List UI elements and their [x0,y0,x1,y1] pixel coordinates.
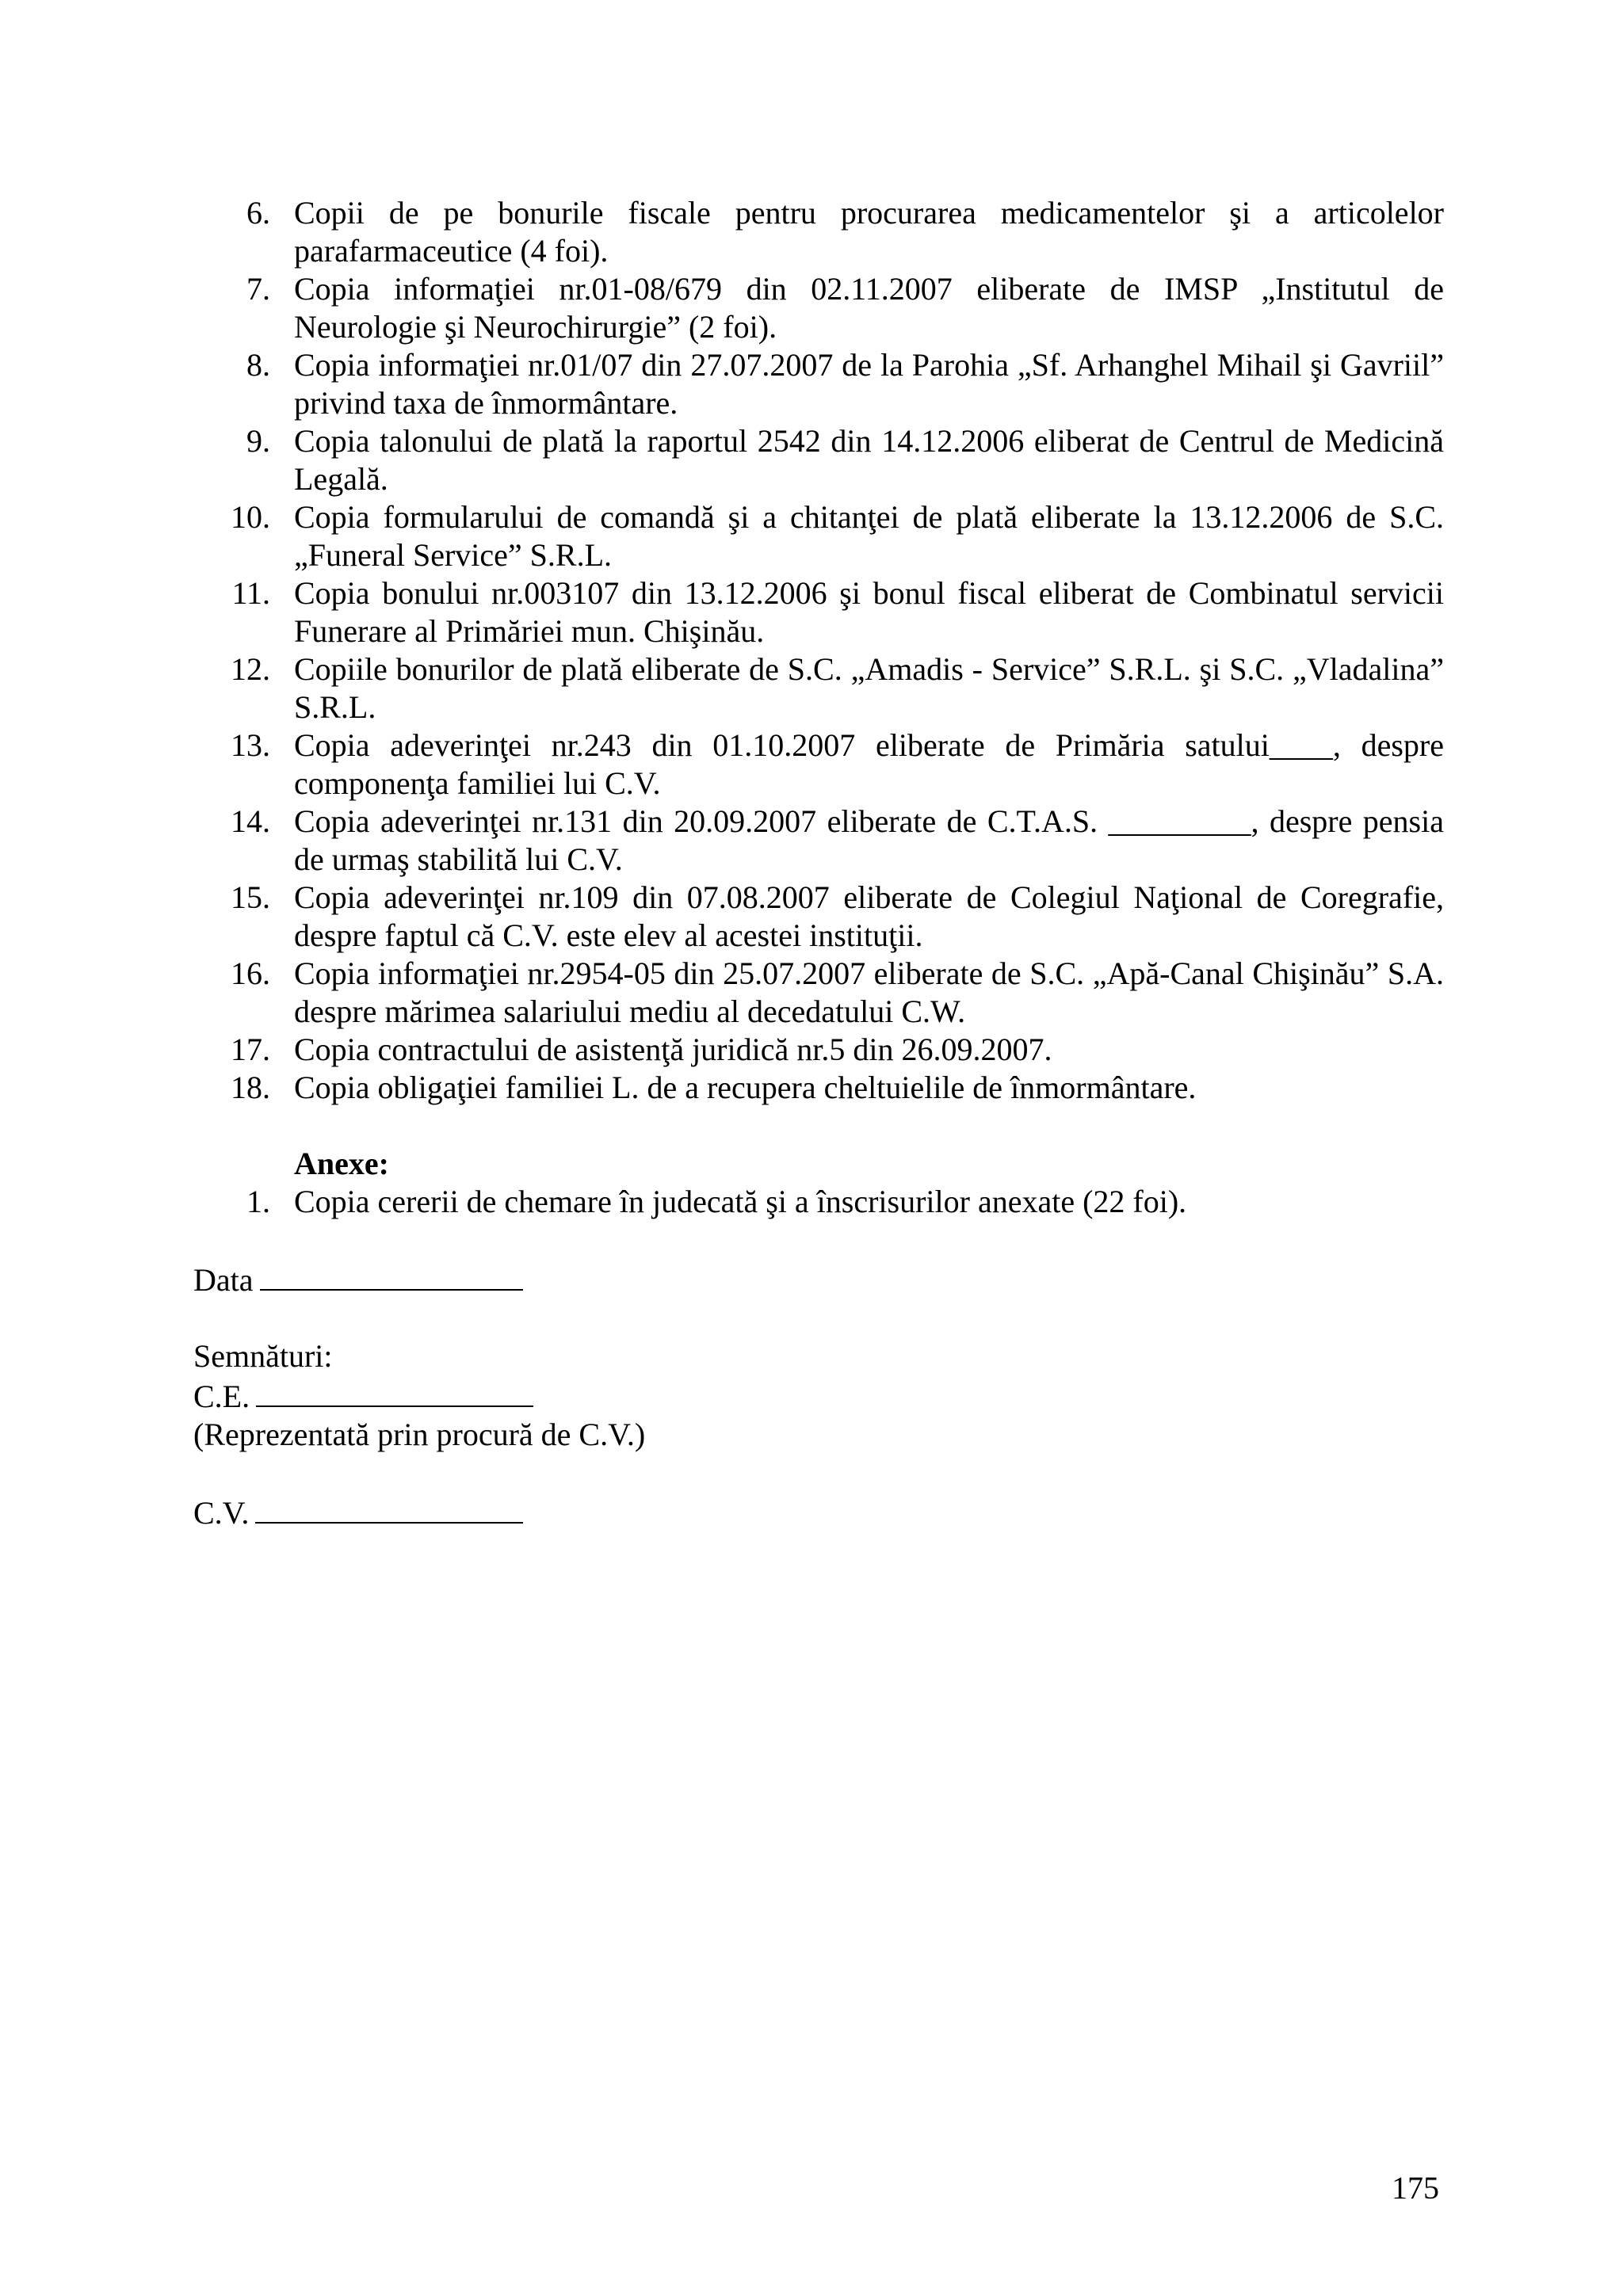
list-item-number: 9. [246,423,270,459]
list-item-number: 14. [231,803,270,839]
list-item [193,422,1444,498]
document-list [193,194,1444,1107]
signature-label-cv: C.V. [193,1495,250,1531]
list-item-text: Copia formularului de comandă şi a chitanţei de plată eliberate la 13.12.2006 de S.C. „Funeral Service” S.R.L. [294,499,1444,573]
annex-section [193,1145,1444,1221]
list-item-number: 13. [231,727,270,763]
signature-line-ce [193,1375,1444,1416]
list-item-number: 1. [246,1184,270,1219]
list-item-text: Copia informaţiei nr.01/07 din 27.07.2007 de la Parohia „Sf. Arhanghel Mihail şi Gavriil” privind taxa de înmormântare. [294,347,1444,421]
list-item-text: Copia adeverinţei nr.131 din 20.09.2007 eliberate de C.T.A.S. _________, despre pensia de urmaş stabilită lui C.V. [294,803,1444,877]
list-item [193,650,1444,727]
list-item-number: 8. [246,347,270,383]
list-item [193,727,1444,803]
list-item-text: Copiile bonurilor de plată eliberate de S.C. „Amadis - Service” S.R.L. şi S.C. „Vladalina” S.R.L. [294,651,1444,725]
list-item [193,574,1444,650]
list-item-number: 17. [231,1032,270,1067]
list-item-text: Copii de pe bonurile fiscale pentru procurarea medicamentelor şi a articolelor parafarmaceutice (4 foi). [294,195,1444,269]
signature-label-ce: C.E. [193,1379,250,1414]
list-item [193,1031,1444,1069]
list-item [193,879,1444,955]
list-item-number: 10. [231,499,270,535]
list-item-text: Copia adeverinţei nr.109 din 07.08.2007 eliberate de Colegiul Naţional de Coregrafie, despre faptul că C.V. este elev al acestei instituţii. [294,879,1444,953]
annex-heading: Anexe: [294,1146,389,1181]
list-item-text: Copia adeverinţei nr.243 din 01.10.2007 eliberate de Primăria satului____, despre componenţa familiei lui C.V. [294,727,1444,801]
date-label: Data [193,1262,254,1298]
list-item-text: Copia cererii de chemare în judecată şi a înscrisurilor anexate (22 foi). [294,1184,1187,1219]
list-item-number: 12. [231,651,270,687]
list-item [193,194,1444,270]
signature-blank-ce [256,1375,533,1407]
date-line [193,1259,1444,1299]
list-item-text: Copia contractului de asistenţă juridică nr.5 din 26.09.2007. [294,1032,1052,1067]
list-item-text: Copia informaţiei nr.01-08/679 din 02.11.2007 eliberate de IMSP „Institutul de Neurologie şi Neurochirurgie” (2 foi). [294,271,1444,345]
list-item-number: 7. [246,271,270,307]
list-item-text: Copia obligaţiei familiei L. de a recupera cheltuielile de înmormântare. [294,1070,1197,1105]
list-item [193,1069,1444,1107]
list-item-number: 18. [231,1070,270,1105]
list-item-number: 16. [231,955,270,991]
signatures-section [193,1337,1444,1532]
date-blank-line [260,1259,523,1291]
page-number: 175 [1392,2170,1439,2206]
list-item-text: Copia informaţiei nr.2954-05 din 25.07.2007 eliberate de S.C. „Apă-Canal Chişinău” S.A. despre mărimea salariului mediu al decedatului C.W. [294,955,1444,1029]
signature-line-cv [193,1492,1444,1532]
list-item-number: 15. [231,879,270,915]
list-item [193,1183,1444,1221]
list-item [193,955,1444,1031]
page-content [193,194,1444,1532]
list-item [193,803,1444,879]
annex-list [193,1183,1444,1221]
list-item [193,498,1444,574]
signatures-heading: Semnături: [193,1338,333,1374]
list-item-text: Copia bonului nr.003107 din 13.12.2006 şi bonul fiscal eliberat de Combinatul servicii Funerare al Primăriei mun. Chişinău. [294,575,1444,649]
list-item [193,346,1444,422]
date-section [193,1259,1444,1299]
list-item [193,270,1444,346]
signature-blank-cv [255,1492,523,1524]
list-item-text: Copia talonului de plată la raportul 2542 din 14.12.2006 eliberat de Centrul de Medicină Legală. [294,423,1444,497]
spacer [193,1454,1444,1492]
list-item-number: 6. [246,195,270,231]
signature-note-ce: (Reprezentată prin procură de C.V.) [193,1417,646,1452]
list-item-number: 11. [231,575,270,611]
